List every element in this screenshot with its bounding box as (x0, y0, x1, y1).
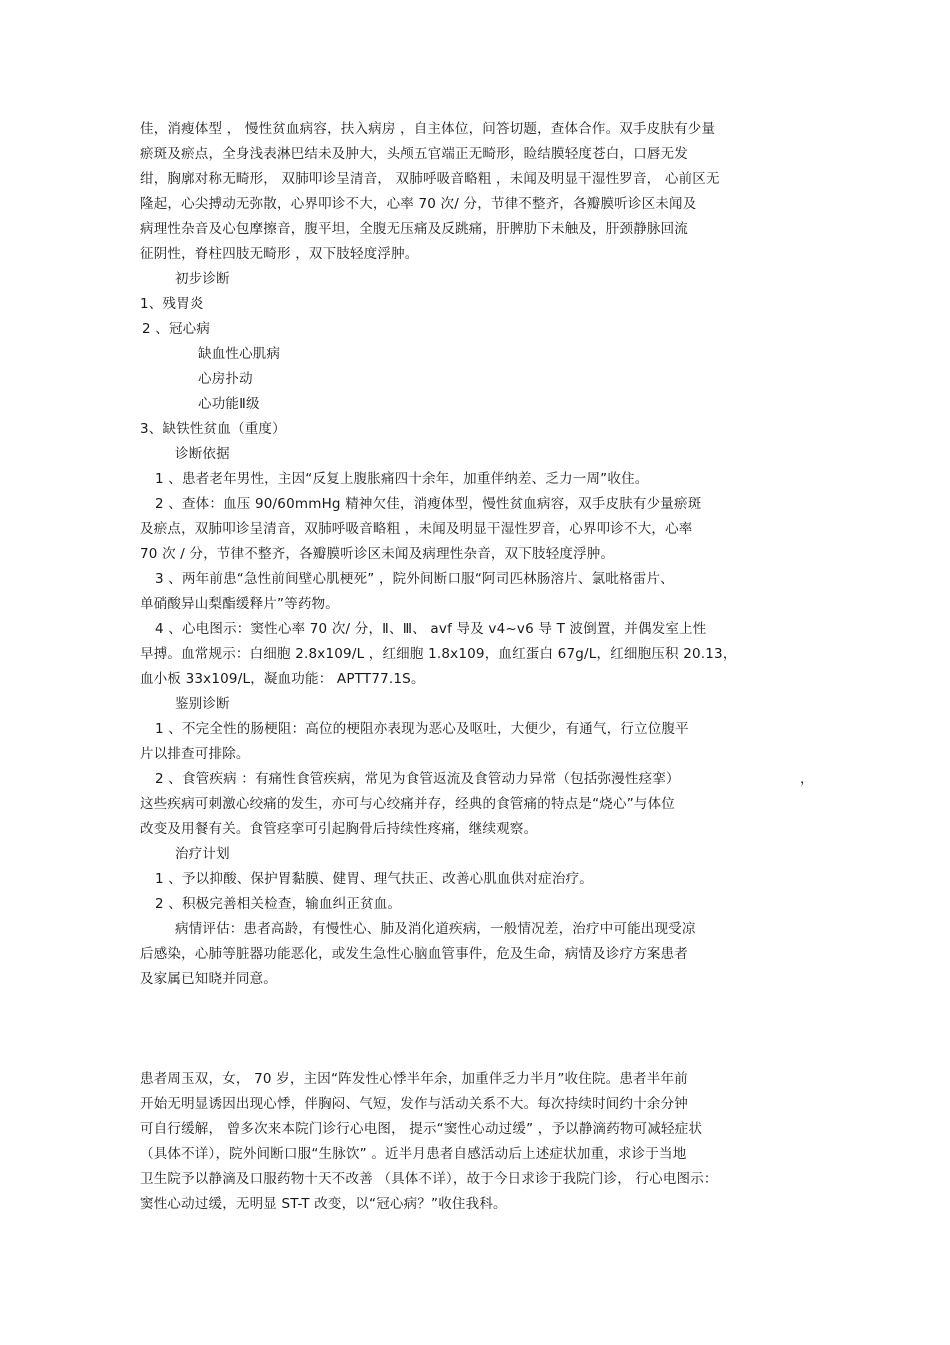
paragraph-line: 2 、查体：血压 90/60mmHg 精神欠佳，消瘦体型，慢性贫血病容，双手皮肤有少量瘀斑 (155, 496, 702, 512)
paragraph-line: 病情评估：患者高龄，有慢性心、肺及消化道疾病，一般情况差，治疗中可能出现受凉 (175, 921, 696, 937)
diagnosis-item: 1、残胃炎 (140, 296, 204, 312)
diagnosis-item: 3、缺铁性贫血（重度） (140, 421, 286, 437)
section-heading: 治疗计划 (175, 846, 230, 862)
paragraph-line: 1 、不完全性的肠梗阻：高位的梗阻亦表现为恶心及呕吐，大便少，有通气，行立位腹平 (155, 721, 689, 737)
diagnosis-subitem: 心功能Ⅱ级 (198, 396, 260, 412)
paragraph-line: 1 、予以抑酸、保护胃黏膜、健胃、理气扶正、改善心肌血供对症治疗。 (155, 871, 593, 887)
paragraph-line: 这些疾病可刺激心绞痛的发生，亦可与心绞痛并存，经典的食管痛的特点是“烧心”与体位 (140, 796, 675, 812)
paragraph-line: 后感染，心肺等脏器功能恶化，或发生急性心脑血管事件，危及生命，病情及诊疗方案患者 (140, 946, 688, 962)
paragraph-line: 单硝酸异山梨酯缓释片”等药物。 (140, 596, 339, 612)
paragraph-line: 瘀斑及瘀点，全身浅表淋巴结未及肿大，头颅五官端正无畸形，睑结膜轻度苍白，口唇无发 (140, 146, 688, 162)
paragraph-line: 片以排查可排除。 (140, 746, 250, 762)
paragraph-line: 血小板 33x109/L，凝血功能： APTT77.1S。 (140, 671, 425, 687)
section-heading: 鉴别诊断 (175, 696, 230, 712)
paragraph-line: 开始无明显诱因出现心悸，伴胸闷、气短，发作与活动关系不大。每次持续时间约十余分钟 (140, 1096, 688, 1112)
paragraph-line: 隆起，心尖搏动无弥散，心界叩诊不大，心率 70 次/ 分，节律不整齐，各瓣膜听诊区未闻及 (140, 196, 697, 212)
paragraph-line: 征阴性，脊柱四肢无畸形 ，双下肢轻度浮肿。 (140, 246, 419, 262)
paragraph-line: 2 、积极完善相关检查，输血纠正贫血。 (155, 896, 402, 912)
paragraph-line: 绀，胸廓对称无畸形， 双肺叩诊呈清音， 双肺呼吸音略粗 ，未闻及明显干湿性罗音， 心前区无 (140, 171, 720, 187)
paragraph-line: 病理性杂音及心包摩擦音，腹平坦，全腹无压痛及反跳痛，肝脾肋下未触及，肝颈静脉回流 (140, 221, 688, 237)
paragraph-line: 可自行缓解， 曾多次来本院门诊行心电图， 提示“窦性心动过缓” ，予以静滴药物可减轻症状 (140, 1121, 703, 1137)
paragraph-line: 早搏。血常规示：白细胞 2.8x109/L ，红细胞 1.8x109，血红蛋白 67g/L，红细胞压积 20.13， (140, 646, 737, 662)
section-heading: 诊断依据 (175, 446, 230, 462)
paragraph-line: ， (800, 771, 814, 787)
paragraph-line: 4 、心电图示：窦性心率 70 次/ 分，Ⅱ、Ⅲ、 avf 导及 v4~v6 导 T 波倒置，并偶发室上性 (155, 621, 707, 637)
paragraph-line: （具体不详），院外间断口服“生脉饮” 。近半月患者自感活动后上述症状加重，求诊于当地 (140, 1146, 687, 1162)
paragraph-line: 1 、患者老年男性，主因“反复上腹胀痛四十余年，加重伴纳差、乏力一周”收住。 (155, 471, 649, 487)
paragraph-line: 3 、两年前患“急性前间壁心肌梗死” ，院外间断口服“阿司匹林肠溶片、氯吡格雷片、 (155, 571, 674, 587)
section-heading: 初步诊断 (175, 271, 230, 287)
paragraph-line: 2 、食管疾病 ：有痛性食管疾病，常见为食管返流及食管动力异常（包括弥漫性痉挛） (155, 771, 680, 787)
paragraph-line: 及瘀点，双肺叩诊呈清音，双肺呼吸音略粗 ，未闻及明显干湿性罗音，心界叩诊不大，心率 (140, 521, 693, 537)
paragraph-line: 患者周玉双，女， 70 岁，主因“阵发性心悸半年余，加重伴乏力半月”收住院。患者半年前 (140, 1071, 688, 1087)
paragraph-line: 佳，消瘦体型 ， 慢性贫血病容，扶入病房 ，自主体位，问答切题，查体合作。双手皮肤有少量 (140, 121, 716, 137)
paragraph-line: 70 次 / 分，节律不整齐，各瓣膜听诊区未闻及病理性杂音，双下肢轻度浮肿。 (140, 546, 615, 562)
diagnosis-subitem: 缺血性心肌病 (198, 346, 281, 362)
paragraph-line: 窦性心动过缓，无明显 ST-T 改变，以“冠心病？”收住我科。 (140, 1196, 507, 1212)
diagnosis-item: 2 、冠心病 (142, 321, 211, 337)
paragraph-line: 及家属已知晓并同意。 (140, 971, 277, 987)
paragraph-line: 改变及用餐有关。食管痉挛可引起胸骨后持续性疼痛，继续观察。 (140, 821, 538, 837)
paragraph-line: 卫生院予以静滴及口服药物十天不改善 （具体不详），故于今日求诊于我院门诊， 行心电图示： (140, 1171, 718, 1187)
diagnosis-subitem: 心房扑动 (198, 371, 253, 387)
